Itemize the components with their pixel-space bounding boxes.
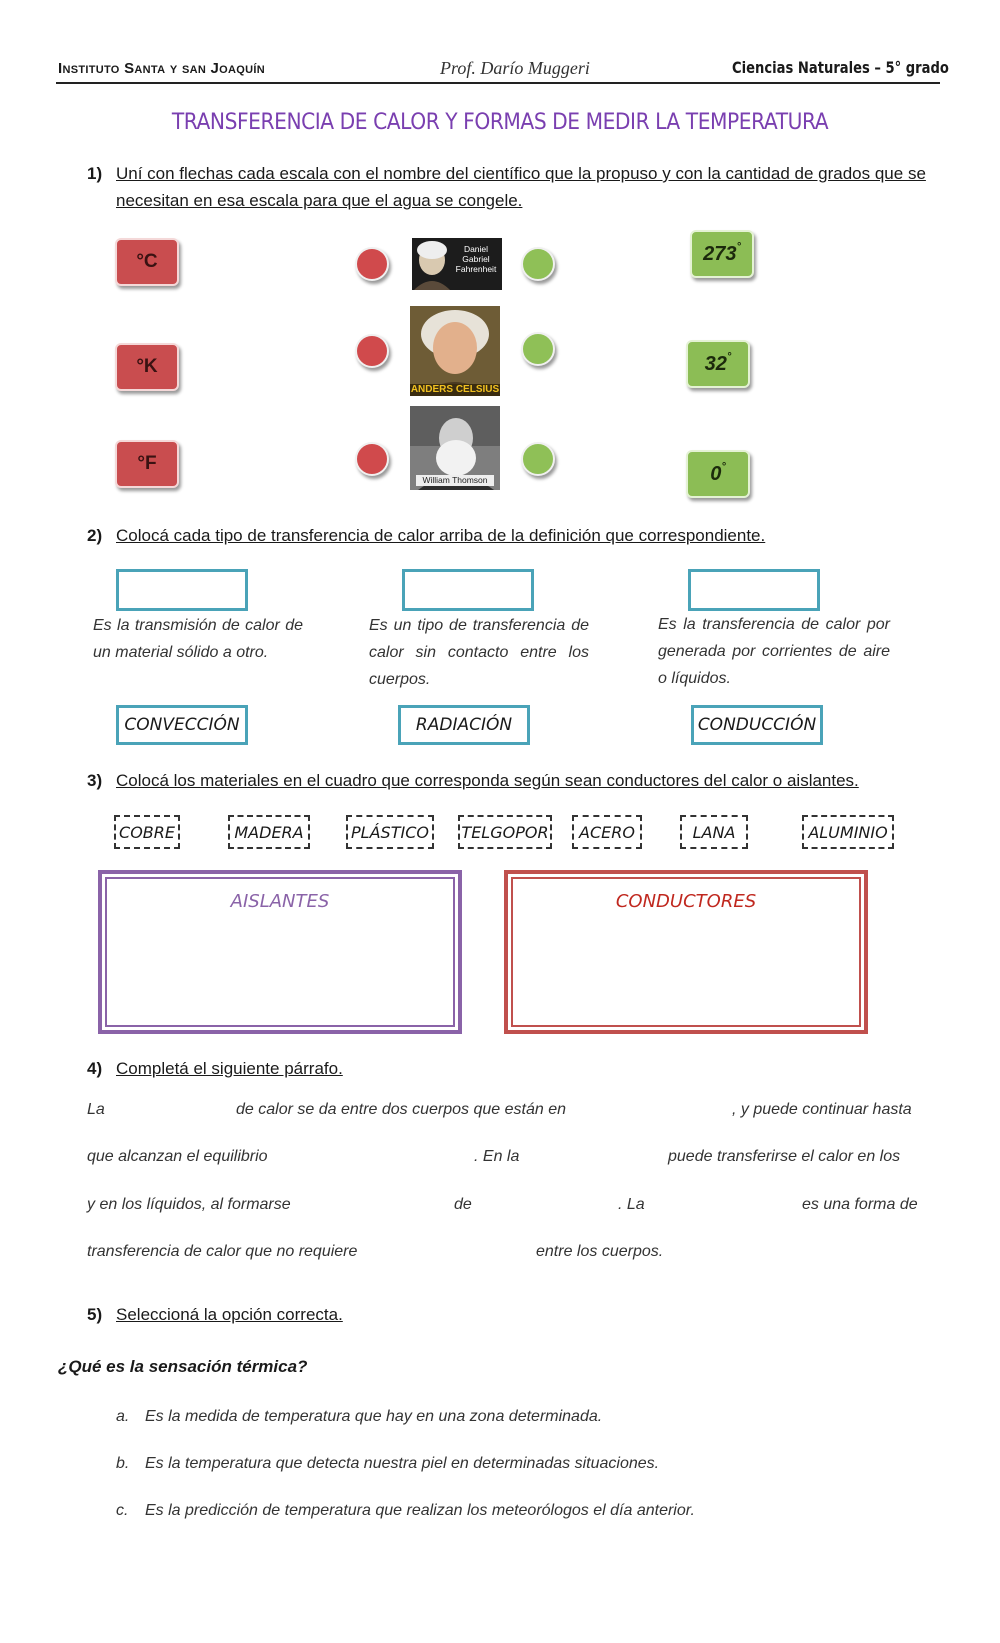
scale-kelvin[interactable]: °K xyxy=(115,343,179,391)
para-l2a: que alcanzan el equilibrio xyxy=(87,1148,268,1165)
q1-number: 1) xyxy=(87,164,103,183)
connector-dot-red-2[interactable] xyxy=(355,334,389,368)
degree-symbol-1: ° xyxy=(736,241,741,253)
q4-instruction: Completá el siguiente párrafo. xyxy=(116,1059,343,1078)
conductores-title: CONDUCTORES xyxy=(615,891,757,912)
q5-instruction: Seleccioná la opción correcta. xyxy=(116,1305,343,1324)
box-aislantes-inner xyxy=(105,877,455,1027)
degree-symbol-3: ° xyxy=(721,461,726,473)
definition-2: Es un tipo de transferencia de calor sin contacto entre los cuerpos. xyxy=(369,617,589,688)
fahrenheit-caption: Daniel Gabriel Fahrenheit xyxy=(455,244,497,274)
drop-box-3[interactable] xyxy=(688,569,820,611)
connector-dot-green-3[interactable] xyxy=(521,442,555,476)
para-l2c: puede transferirse el calor en los xyxy=(668,1148,901,1165)
connector-dot-red-1[interactable] xyxy=(355,247,389,281)
definition-1: Es la transmisión de calor de un material sólido a otro. xyxy=(93,617,303,661)
degree-symbol-2: ° xyxy=(726,351,732,363)
para-l1b: de calor se da entre dos cuerpos que están en xyxy=(236,1101,566,1118)
teacher-name: Prof. Darío Muggeri xyxy=(440,58,590,78)
material-cobre[interactable]: COBRE xyxy=(114,815,180,849)
option-a[interactable]: Es la medida de temperatura que hay en una zona determinada. xyxy=(145,1408,603,1425)
material-plastico[interactable]: PLÁSTICO xyxy=(346,815,434,849)
box-aislantes[interactable] xyxy=(98,870,462,1034)
material-aluminio[interactable]: ALUMINIO xyxy=(802,815,894,849)
drop-box-2[interactable] xyxy=(402,569,534,611)
option-radiacion[interactable]: RADIACIÓN xyxy=(398,705,530,745)
option-b-letter: b. xyxy=(116,1455,130,1472)
q3-instruction: Colocá los materiales en el cuadro que corresponda según sean conductores del calor o aislantes. xyxy=(116,771,859,790)
para-l3a: y en los líquidos, al formarse xyxy=(87,1196,291,1213)
degree-0-value: 0 xyxy=(710,462,722,485)
header-divider xyxy=(56,82,940,84)
degree-273[interactable] xyxy=(690,230,754,278)
option-conveccion[interactable]: CONVECCIÓN xyxy=(116,705,248,745)
para-l3d: es una forma de xyxy=(802,1196,918,1213)
para-l4b: entre los cuerpos. xyxy=(536,1243,664,1260)
para-l4a: transferencia de calor que no requiere xyxy=(87,1243,358,1260)
thomson-caption: William Thomson xyxy=(416,475,494,486)
para-l1c: , y puede continuar hasta xyxy=(732,1101,912,1118)
box-conductores-inner xyxy=(511,877,861,1027)
definition-3: Es la transferencia de calor por generada por corrientes de aire o líquidos. xyxy=(658,616,890,687)
para-l3b: de xyxy=(454,1196,472,1213)
celsius-caption: ANDERS CELSIUS xyxy=(410,384,500,395)
aislantes-title: AISLANTES xyxy=(230,891,330,912)
q2-instruction: Colocá cada tipo de transferencia de calor arriba de la definición que correspondiente. xyxy=(116,526,766,545)
connector-dot-green-2[interactable] xyxy=(521,332,555,366)
q1-instruction: Uní con flechas cada escala con el nombre del científico que la propuso y con la cantidad de grados que se necesitan en esa escala para que el agua se congele. xyxy=(116,164,926,210)
option-conduccion[interactable]: CONDUCCIÓN xyxy=(691,705,823,745)
para-l2b: . En la xyxy=(474,1148,520,1165)
material-telgopor[interactable]: TELGOPOR xyxy=(458,815,552,849)
page-title: TRANSFERENCIA DE CALOR Y FORMAS DE MEDIR LA TEMPERATURA xyxy=(171,110,829,135)
degree-32-value: 32 xyxy=(704,352,727,375)
connector-dot-green-1[interactable] xyxy=(521,247,555,281)
scale-celsius[interactable]: °C xyxy=(115,238,179,286)
para-l3c: . La xyxy=(618,1196,645,1213)
portrait-thomson xyxy=(410,406,500,490)
subject-grade: Ciencias Naturales – 5° grado xyxy=(732,58,949,77)
material-lana[interactable]: LANA xyxy=(680,815,748,849)
option-a-letter: a. xyxy=(116,1408,130,1425)
para-l1a: La xyxy=(87,1101,105,1118)
option-c[interactable]: Es la predicción de temperatura que realizan los meteorólogos el día anterior. xyxy=(145,1502,695,1519)
q2-number: 2) xyxy=(87,526,103,545)
option-b[interactable]: Es la temperatura que detecta nuestra piel en determinadas situaciones. xyxy=(145,1455,660,1472)
drop-box-1[interactable] xyxy=(116,569,248,611)
q4-number: 4) xyxy=(87,1059,103,1078)
portrait-celsius xyxy=(410,306,500,396)
degree-0[interactable] xyxy=(686,450,750,498)
school-name: Instituto Santa y san Joaquín xyxy=(58,60,265,77)
scale-fahrenheit[interactable]: °F xyxy=(115,440,179,488)
box-conductores[interactable] xyxy=(504,870,868,1034)
option-c-letter: c. xyxy=(116,1502,129,1519)
material-madera[interactable]: MADERA xyxy=(228,815,310,849)
degree-273-value: 273 xyxy=(703,242,737,265)
material-acero[interactable]: ACERO xyxy=(572,815,642,849)
portrait-fahrenheit xyxy=(412,238,502,290)
connector-dot-red-3[interactable] xyxy=(355,442,389,476)
degree-32[interactable] xyxy=(686,340,750,388)
portrait-celsius-image xyxy=(410,306,500,396)
q5-number: 5) xyxy=(87,1305,103,1324)
q3-number: 3) xyxy=(87,771,103,790)
q5-question: ¿Qué es la sensación térmica? xyxy=(58,1357,308,1376)
